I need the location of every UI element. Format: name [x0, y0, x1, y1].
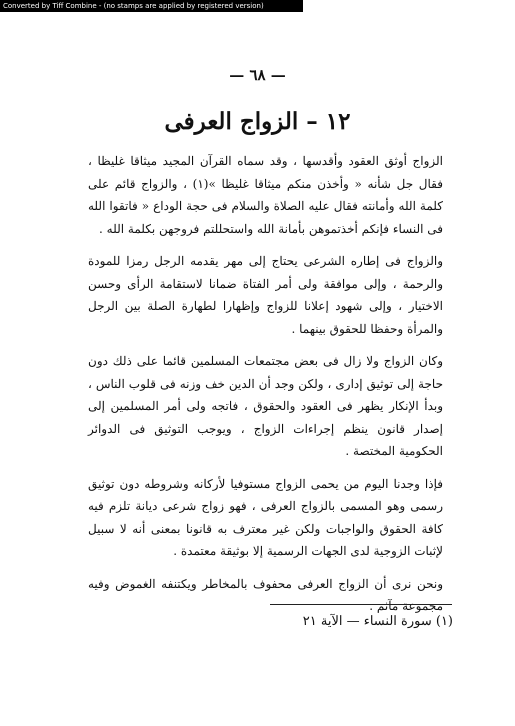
paragraph: الزواج أوثق العقود وأقدسها ، وقد سماه القرآن المجيد ميثاقا غليظا ، فقال جل شأنه « وأخذن منكم ميثاقا غليظا »(١) ، والزواج قائم على كلمة الله وأمانته فقال عليه الصلاة والسلام فى حجة الوداع « فاتقوا الله فى النساء فإنكم أخذتموهن بأمانة الله واستحللتم فروجهن بكلمة الله .	[88, 154, 443, 236]
paragraph: والزواج فى إطاره الشرعى يحتاج إلى مهر يقدمه الرجل رمزا للمودة والرحمة ، وإلى موافقة ولى أمر الفتاة ضمانا لاستقامة الرأى وحسن الاختيار ، وإلى شهود إعلانا للزواج وإظهارا لطهارة الصلة بين الرجل والمرأة وحفظا للحقوق بينهما .	[88, 254, 443, 336]
paragraph: فإذا وجدنا اليوم من يحمى الزواج مستوفيا لأركانه وشروطه دون توثيق رسمى وهو المسمى بالزواج العرفى ، فهو زواج شرعى ديانة تلزم فيه كافة الحقوق والواجبات ولكن غير معترف به قانونا بمعنى أنه لا سبيل لإثبات الزوجية لدى الجهات الرسمية إلا بوثيقة معتمدة .	[88, 476, 443, 558]
page-number: — ٦٨ —	[229, 66, 286, 84]
footnote-divider	[270, 604, 452, 605]
body-text	[88, 150, 443, 628]
paragraph: ونحن نرى أن الزواج العرفى محفوف بالمخاطر ويكتنفه الغموض وفيه مجموعة مآثم .	[88, 576, 443, 613]
paragraph: وكان الزواج ولا زال فى بعض مجتمعات المسلمين قائما على ذلك دون حاجة إلى توثيق إدارى ، ولكن وجد أن الدين خف وزنه فى قلوب الناس ، وبدأ الإنكار يظهر فى العقود والحقوق ، فاتجه ولى أمر المسلمين إلى إصدار قانون ينظم إجراءات الزواج ، ويوجب التوثيق فى الدوائر الحكومية المختصة .	[88, 354, 444, 458]
footnote: (١) سورة النساء — الآية ٢١	[302, 614, 453, 629]
section-title: ١٢ – الزواج العرفى	[164, 108, 351, 135]
converter-banner: Converted by Tiff Combine - (no stamps are applied by registered version)	[0, 0, 303, 12]
